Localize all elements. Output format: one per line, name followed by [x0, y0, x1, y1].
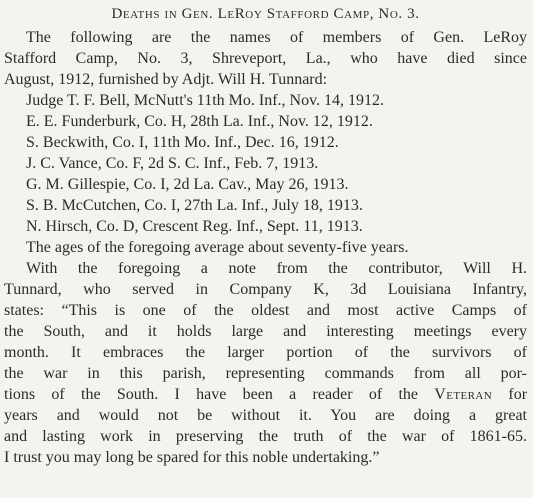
note-line: the South, and it holds large and interesting meetings every — [4, 323, 527, 340]
average-line: The ages of the foregoing average about seventy-five years. — [26, 239, 409, 256]
death-entry: E. E. Funderburk, Co. H, 28th La. Inf., Nov. 12, 1912. — [26, 113, 373, 130]
average-paragraph — [4, 237, 527, 258]
intro-line: August, 1912, furnished by Adjt. Will H. Tunnard: — [4, 71, 328, 88]
death-entry: Judge T. F. Bell, McNutt's 11th Mo. Inf., Nov. 14, 1912. — [26, 92, 385, 109]
death-entry: S. B. McCutchen, Co. I, 27th La. Inf., July 18, 1913. — [26, 197, 363, 214]
death-entry: J. C. Vance, Co. F, 2d S. C. Inf., Feb. 7, 1913. — [26, 155, 319, 172]
death-entry: G. M. Gillespie, Co. I, 2d La. Cav., May 26, 1913. — [26, 176, 349, 193]
note-line: With the foregoing a note from the contributor, Will H. — [26, 260, 527, 277]
intro-paragraph — [4, 27, 527, 90]
note-text: tions of the South. I have been a reader of the — [4, 386, 435, 403]
intro-line: The following are the names of members of Gen. LeRoy — [26, 29, 527, 46]
note-line-veteran — [4, 384, 527, 405]
note-paragraph — [4, 258, 527, 468]
deaths-list — [4, 90, 527, 237]
note-text: for — [508, 386, 528, 403]
death-entry: N. Hirsch, Co. D, Crescent Reg. Inf., Sept. 11, 1913. — [26, 218, 363, 235]
note-line: month. It embraces the larger portion of the survivors of — [4, 344, 527, 361]
note-line: states: “This is one of the oldest and most active Camps of — [4, 302, 527, 319]
death-entry: S. Beckwith, Co. I, 11th Mo. Inf., Dec. 16, 1912. — [26, 134, 339, 151]
note-line: years and would not be without it. You are doing a great — [4, 407, 527, 424]
note-line: and lasting work in preserving the truth of the war of 1861-65. — [4, 428, 527, 445]
veteran-word: Veteran — [434, 386, 493, 403]
note-line: I trust you may long be spared for this noble undertaking.” — [4, 449, 380, 466]
intro-line: Stafford Camp, No. 3, Shreveport, La., who have died since — [4, 50, 527, 67]
note-line: the war in this parish, representing commands from all por- — [4, 365, 527, 382]
article-heading: Deaths in Gen. LeRoy Stafford Camp, No. 3. — [111, 6, 420, 22]
note-line: Tunnard, who served in Company K, 3d Louisiana Infantry, — [4, 281, 527, 298]
